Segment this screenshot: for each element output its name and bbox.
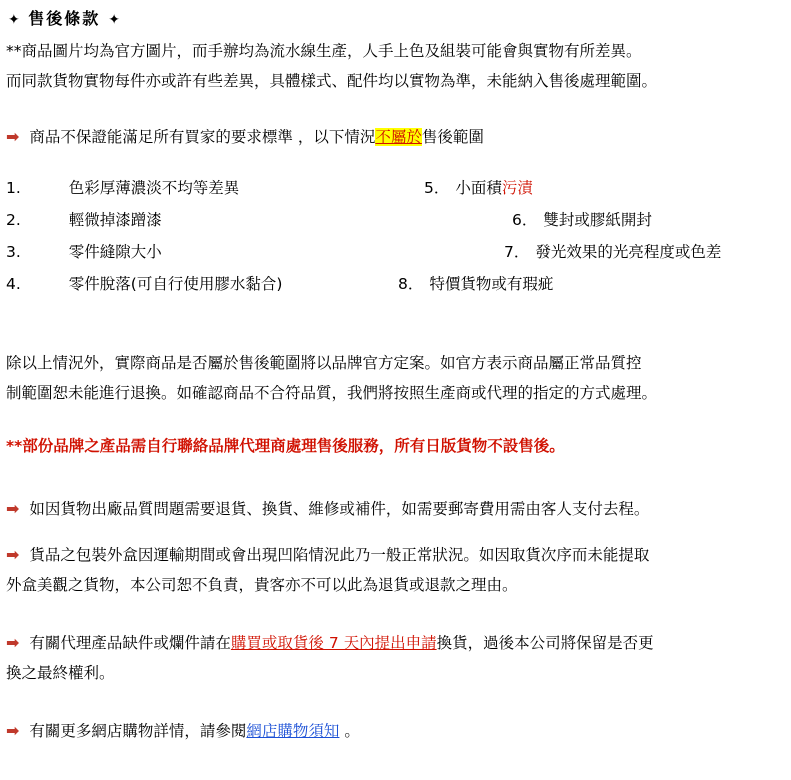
shopping-guide-link[interactable]: 網店購物須知 [246,722,340,740]
more-info-after: 。 [339,722,360,740]
intro-line-1: **商品圖片均為官方圖片，而手辦均為流水線生產，人手上色及組裝可能會與實物有所差異。 [6,42,642,60]
list-item [424,176,533,198]
list-item [6,176,239,198]
title-text: 售後條款 [28,9,101,28]
more-info-before: 有關更多網店購物詳情，請參閱 [29,722,247,740]
list-item-number: 6． [512,211,538,229]
arrow-right-icon: ➡ [6,499,20,518]
list-item [512,208,652,230]
policy-line-2: 制範圍恕未能進行退換。如確認商品不合符品質，我們將按照生產商或代理的指定的方式處理。 [6,384,658,402]
agent-note-emphasis: 購買或取貨後 7 天內提出申請 [230,634,437,652]
list-item-number: 7． [504,243,530,261]
arrow-right-icon: ➡ [6,721,20,740]
brand-note: **部份品牌之產品需自行聯絡品牌代理商處理售後服務，所有日版貨物不設售後。 [6,437,565,455]
list-item [6,272,282,294]
exclusion-heading-highlight: 不屬於 [375,128,422,146]
arrow-right-icon: ➡ [6,545,20,564]
agent-note [6,628,785,688]
list-item-label: 零件脫落(可自行使用膠水黏合) [68,275,283,293]
arrow-right-icon: ➡ [6,127,20,146]
package-note-line-1: 貨品之包裝外盒因運輸期間或會出現凹陷情況此乃一般正常狀況。如因取貨次序而未能提取 [29,546,650,564]
agent-note-line-2: 換之最終權利。 [6,664,115,682]
diamond-left-icon: ✦ [8,12,21,28]
exclusion-list [0,176,791,306]
page-title [8,6,120,29]
exclusion-heading [6,124,785,150]
list-item-label-red: 污漬 [501,179,533,197]
list-item-label: 輕微掉漆蹭漆 [68,211,162,229]
list-item-label: 特價貨物或有瑕疵 [429,275,554,293]
list-item [6,208,162,230]
list-item-number: 4. [6,275,21,293]
list-item [504,240,721,262]
arrow-right-icon: ➡ [6,633,20,652]
list-item-number: 1. [6,179,21,197]
package-note [6,540,785,600]
exclusion-heading-after: 售後範圍 [421,128,484,146]
return-note-text: 如因貨物出廠品質問題需要退貨、換貨、維修或補件，如需要郵寄費用需由客人支付去程。 [29,500,650,518]
policy-line-1: 除以上情況外，實際商品是否屬於售後範圍將以品牌官方定案。如官方表示商品屬正常品質控 [6,354,642,372]
list-item-label: 小面積 [455,179,502,197]
list-item-number: 8． [398,275,424,293]
list-item-label: 雙封或膠紙開封 [543,211,652,229]
intro-line-2: 而同款貨物實物每件亦或許有些差異，具體樣式、配件均以實物為準，未能納入售後處理範圍。 [6,72,658,90]
list-item-number: 3. [6,243,21,261]
list-item-label: 發光效果的光亮程度或色差 [535,243,722,261]
return-note [6,494,785,524]
diamond-right-icon: ✦ [108,12,121,28]
list-item-number: 5． [424,179,450,197]
package-note-line-2: 外盒美觀之貨物，本公司恕不負責，貴客亦不可以此為退貨或退款之理由。 [6,576,518,594]
list-item [398,272,553,294]
agent-note-after: 換貨，過後本公司將保留是否更 [436,634,654,652]
policy-paragraph [6,348,785,408]
list-item-label: 零件縫隙大小 [68,243,162,261]
more-info-note [6,716,785,746]
exclusion-heading-before: 商品不保證能滿足所有買家的要求標準 ，以下情況 [29,128,376,146]
list-item-number: 2. [6,211,21,229]
intro-paragraph [6,36,785,96]
list-item [6,240,162,262]
agent-note-before: 有關代理產品缺件或爛件請在 [29,634,231,652]
list-item-label: 色彩厚薄濃淡不均等差異 [68,179,240,197]
